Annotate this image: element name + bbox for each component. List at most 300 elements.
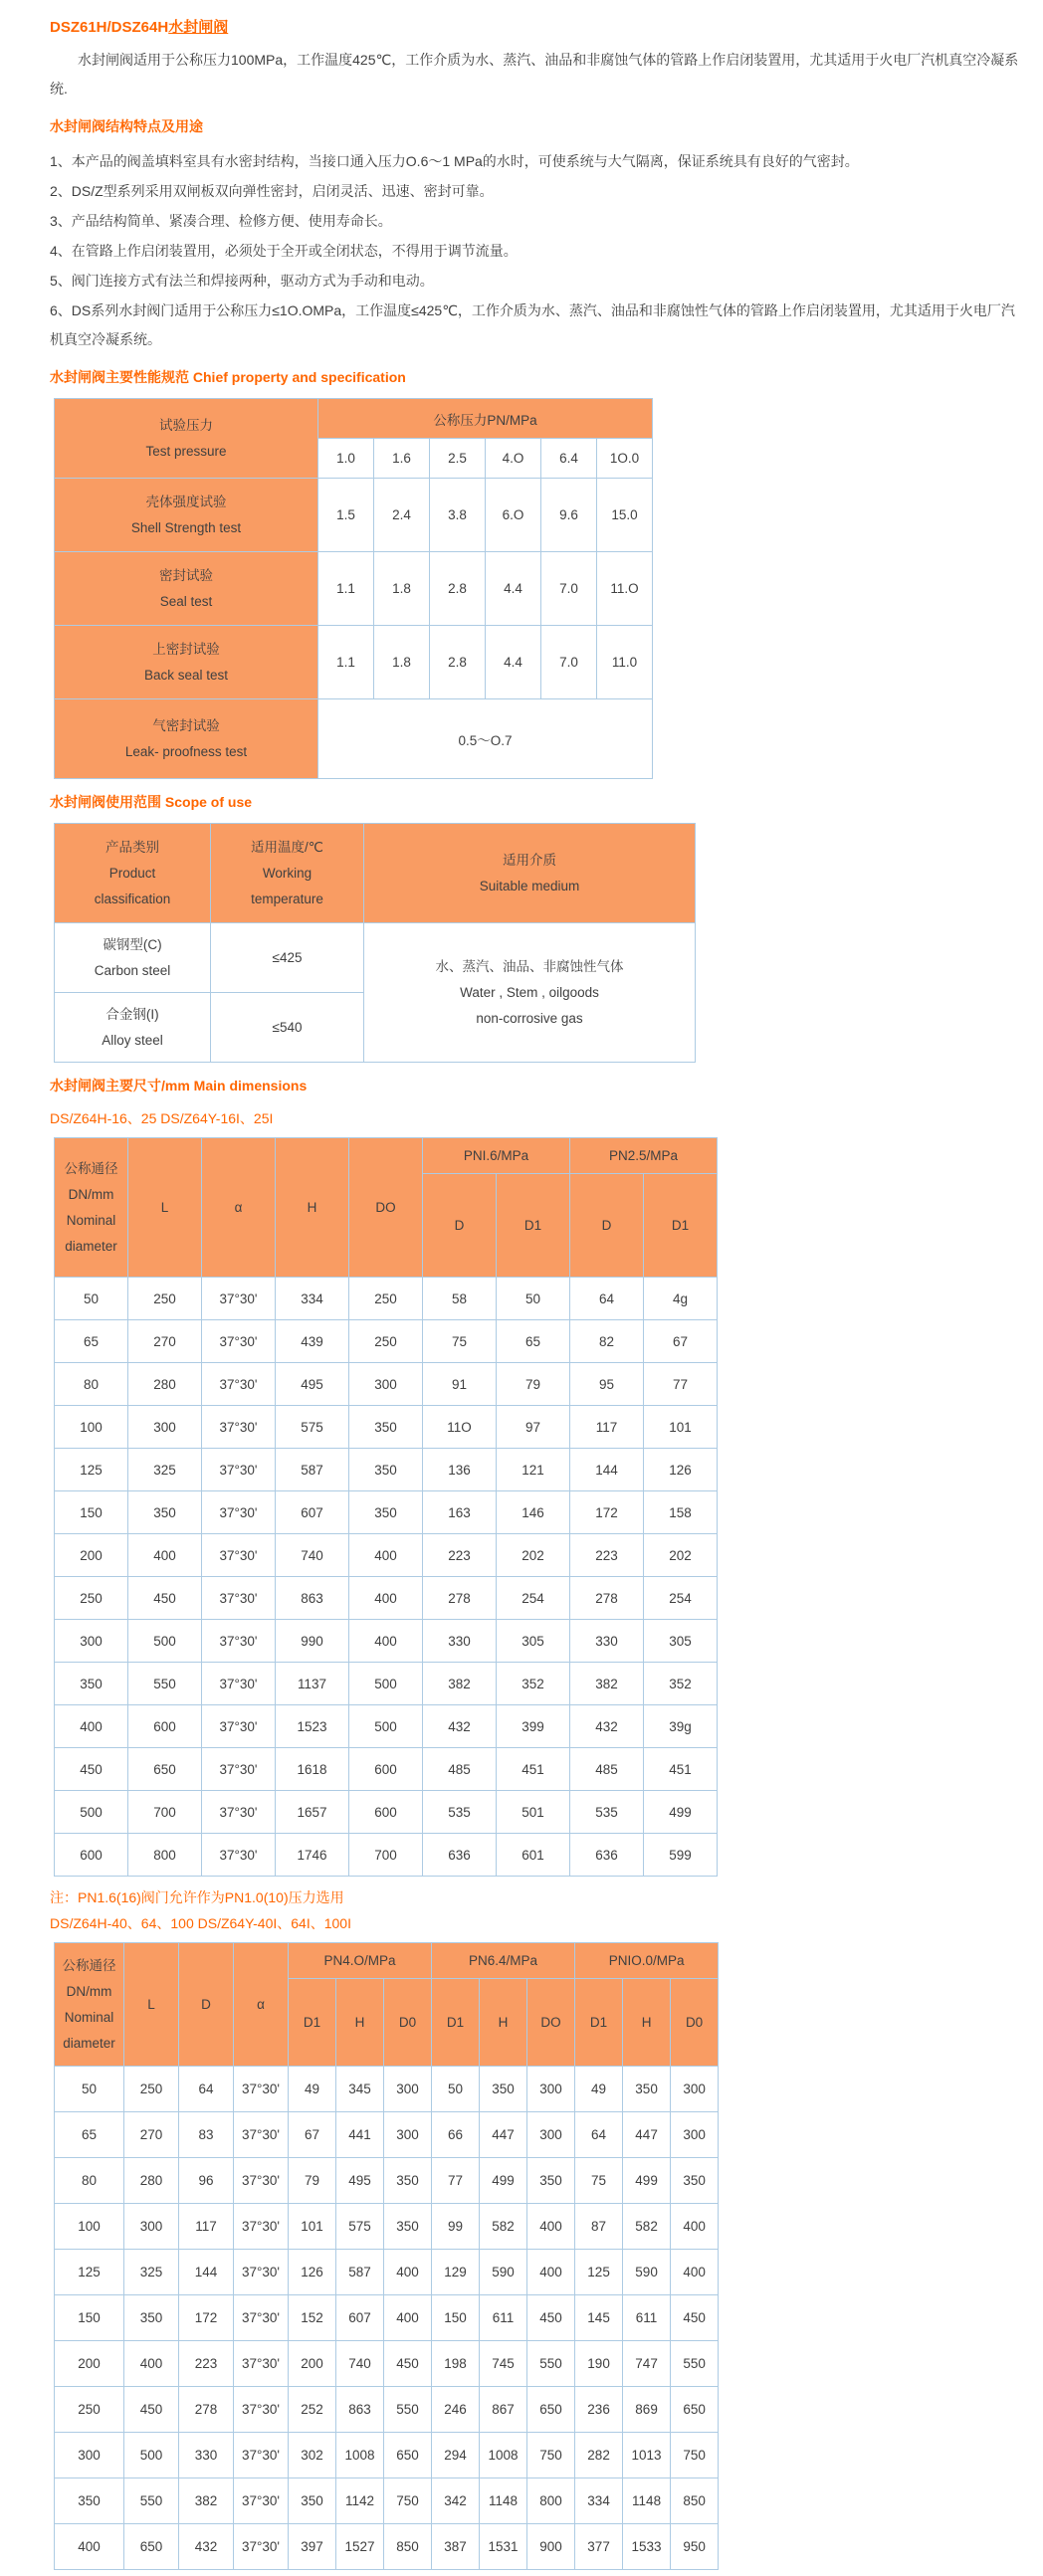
value-cell: 700 (349, 1834, 423, 1877)
value-cell: 37°30' (234, 2295, 289, 2341)
value-cell: 39g (644, 1705, 718, 1748)
value-cell: 447 (623, 2112, 671, 2158)
value-cell: 1008 (336, 2433, 384, 2478)
cell-line: classification (94, 891, 171, 906)
value-cell: 150 (432, 2295, 480, 2341)
cell-line: Working (262, 865, 313, 881)
value-cell: 650 (124, 2524, 179, 2570)
table-row (55, 1620, 718, 1663)
column-header: 公称压力PN/MPa (318, 399, 653, 439)
value-cell: 550 (527, 2341, 575, 2387)
value-cell: 740 (276, 1534, 349, 1577)
value-cell: 302 (289, 2433, 336, 2478)
value-cell: 129 (432, 2250, 480, 2295)
column-header (55, 1943, 124, 2067)
value-cell: 350 (623, 2067, 671, 2112)
value-cell: 7.0 (541, 552, 597, 626)
value-cell: 950 (671, 2524, 719, 2570)
value-cell: 535 (570, 1791, 644, 1834)
value-cell: 97 (497, 1406, 570, 1449)
value-cell: 1008 (480, 2433, 527, 2478)
value-cell: 350 (128, 1491, 202, 1534)
table-row (55, 1663, 718, 1705)
value-cell: 350 (55, 1663, 128, 1705)
value-cell: 121 (497, 1449, 570, 1491)
value-cell: 144 (570, 1449, 644, 1491)
performance-table (54, 398, 653, 779)
value-cell: 451 (497, 1748, 570, 1791)
value-cell: 400 (55, 2524, 124, 2570)
value-cell: 4g (644, 1278, 718, 1320)
value-cell: 75 (423, 1320, 497, 1363)
value-cell: 37°30' (234, 2067, 289, 2112)
scope-table (54, 823, 696, 1063)
value-cell: 500 (349, 1705, 423, 1748)
value-cell: 15.0 (597, 479, 653, 552)
value-cell: 190 (575, 2341, 623, 2387)
value-cell: 1137 (276, 1663, 349, 1705)
value-cell: 83 (179, 2112, 234, 2158)
value-cell: 500 (349, 1663, 423, 1705)
value-cell: 325 (124, 2250, 179, 2295)
value-cell: 400 (124, 2341, 179, 2387)
value-cell: 202 (644, 1534, 718, 1577)
value-cell: 82 (570, 1320, 644, 1363)
value-cell: 451 (644, 1748, 718, 1791)
pressure-group-header: PN2.5/MPa (570, 1138, 718, 1174)
column-header: D1 (289, 1979, 336, 2067)
value-cell: 305 (497, 1620, 570, 1663)
value-cell: 87 (575, 2204, 623, 2250)
value-cell: 270 (128, 1320, 202, 1363)
value-cell: 342 (432, 2478, 480, 2524)
table-row (55, 1705, 718, 1748)
value-cell: 1531 (480, 2524, 527, 2570)
value-cell: 1533 (623, 2524, 671, 2570)
value-cell: 95 (570, 1363, 644, 1406)
column-header: D1 (497, 1174, 570, 1278)
value-cell: 400 (349, 1534, 423, 1577)
column-header: D (423, 1174, 497, 1278)
features-list (50, 147, 1023, 354)
value-cell: 66 (432, 2112, 480, 2158)
value-cell: 37°30' (234, 2387, 289, 2433)
cell-line: Product (108, 865, 156, 881)
value-cell: 750 (384, 2478, 432, 2524)
column-header: D (179, 1943, 234, 2067)
table-row (55, 2112, 719, 2158)
table-row (55, 2250, 719, 2295)
value-cell: 377 (575, 2524, 623, 2570)
value-cell: 37°30' (234, 2204, 289, 2250)
value-cell: 636 (570, 1834, 644, 1877)
value-cell: 37°30' (234, 2524, 289, 2570)
value-cell: 300 (671, 2112, 719, 2158)
table-row (55, 824, 696, 923)
value-cell: 49 (289, 2067, 336, 2112)
dims-table2-subtitle: DS/Z64H-40、64、100 DS/Z64Y-40I、64I、100I (50, 1915, 351, 1931)
value-cell: 1148 (480, 2478, 527, 2524)
value-cell: 79 (497, 1363, 570, 1406)
value-cell: 280 (124, 2158, 179, 2204)
value-cell: 869 (623, 2387, 671, 2433)
value-cell: 1.1 (318, 626, 374, 699)
value-cell: 4.4 (486, 626, 541, 699)
value-cell: 400 (671, 2204, 719, 2250)
value-cell: 450 (527, 2295, 575, 2341)
value-cell: 650 (671, 2387, 719, 2433)
value-cell: 500 (124, 2433, 179, 2478)
value-cell: 441 (336, 2112, 384, 2158)
cell-line: 公称通径 (64, 1160, 118, 1176)
value-cell: 99 (432, 2204, 480, 2250)
value-cell: 450 (124, 2387, 179, 2433)
value-cell: 100 (55, 1406, 128, 1449)
value-cell: 611 (623, 2295, 671, 2341)
column-header: L (124, 1943, 179, 2067)
value-cell: 200 (55, 2341, 124, 2387)
value-cell: 37°30' (234, 2250, 289, 2295)
value-cell: 750 (527, 2433, 575, 2478)
column-header: D (570, 1174, 644, 1278)
value-cell: 1148 (623, 2478, 671, 2524)
value-cell: 49 (575, 2067, 623, 2112)
value-cell: 198 (432, 2341, 480, 2387)
value-cell: 145 (575, 2295, 623, 2341)
value-cell: 37°30' (202, 1449, 276, 1491)
value-cell: 4.O (486, 439, 541, 479)
value-cell: 11O (423, 1406, 497, 1449)
value-cell: 350 (349, 1406, 423, 1449)
value-cell: 2.5 (430, 439, 486, 479)
pressure-group-header: PN6.4/MPa (432, 1943, 575, 1979)
feature-item: 1、本产品的阀盖填料室具有水密封结构，当接口通入压力O.6～1 MPa的水时，可使系统与大气隔离，保证系统具有良好的气密封。 (50, 153, 859, 169)
row-header (55, 479, 318, 552)
table-row (55, 1320, 718, 1363)
pressure-note: 注：PN1.6(16)阀门允许作为PN1.0(10)压力选用 (50, 1889, 344, 1905)
value-cell: 400 (384, 2295, 432, 2341)
value-cell: 6.O (486, 479, 541, 552)
table-row (55, 699, 653, 779)
value-cell: 300 (384, 2112, 432, 2158)
value-cell: 58 (423, 1278, 497, 1320)
value-cell: 450 (55, 1748, 128, 1791)
value-cell: 223 (423, 1534, 497, 1577)
value-cell: 590 (623, 2250, 671, 2295)
value-cell: 382 (179, 2478, 234, 2524)
row-header (55, 626, 318, 699)
value-cell: 0.5～O.7 (318, 699, 653, 779)
feature-item: 4、在管路上作启闭装置用，必须处于全开或全闭状态，不得用于调节流量。 (50, 243, 518, 259)
value-cell: 495 (276, 1363, 349, 1406)
value-cell: 400 (527, 2204, 575, 2250)
value-cell: 200 (289, 2341, 336, 2387)
value-cell: 280 (128, 1363, 202, 1406)
value-cell: 1013 (623, 2433, 671, 2478)
value-cell: 64 (179, 2067, 234, 2112)
value-cell: 305 (644, 1620, 718, 1663)
title-model: DSZ61H/DSZ64H (50, 19, 169, 36)
value-cell: 325 (128, 1449, 202, 1491)
intro-paragraph: 水封闸阀适用于公称压力100MPa，工作温度425℃，工作介质为水、蒸汽、油品和非腐蚀气体的管路上作启闭装置用，尤其适用于火电厂汽机真空冷凝系统. (50, 52, 1019, 97)
value-cell: 352 (644, 1663, 718, 1705)
value-cell: 607 (276, 1491, 349, 1534)
feature-item: 6、DS系列水封阀门适用于公称压力≤1O.OMPa，工作温度≤425℃，工作介质为水、蒸汽、油品和非腐蚀性气体的管路上作启闭装置用，尤其适用于火电厂汽机真空冷凝系统。 (50, 302, 1015, 347)
column-header: DO (349, 1138, 423, 1278)
value-cell: 150 (55, 1491, 128, 1534)
table-row (55, 2341, 719, 2387)
value-cell: 1657 (276, 1791, 349, 1834)
row-header (55, 399, 318, 479)
value-cell: 50 (497, 1278, 570, 1320)
value-cell: 750 (671, 2433, 719, 2478)
value-cell: 37°30' (202, 1663, 276, 1705)
value-cell: 550 (124, 2478, 179, 2524)
value-cell: 37°30' (202, 1705, 276, 1748)
value-cell: 125 (55, 2250, 124, 2295)
temperature-cell: ≤425 (211, 923, 364, 993)
value-cell: 75 (575, 2158, 623, 2204)
value-cell: 740 (336, 2341, 384, 2387)
cell-line: Nominal (64, 2009, 114, 2025)
value-cell: 352 (497, 1663, 570, 1705)
table-row (55, 479, 653, 552)
value-cell: 399 (497, 1705, 570, 1748)
value-cell: 636 (423, 1834, 497, 1877)
value-cell: 300 (349, 1363, 423, 1406)
value-cell: 77 (644, 1363, 718, 1406)
title-product-link[interactable]: 水封闸阀 (168, 19, 229, 36)
column-header (55, 1138, 128, 1278)
table-row (55, 1834, 718, 1877)
value-cell: 550 (384, 2387, 432, 2433)
value-cell: 575 (336, 2204, 384, 2250)
column-header (364, 824, 696, 923)
table-row (55, 1791, 718, 1834)
value-cell: 432 (423, 1705, 497, 1748)
table-row (55, 2433, 719, 2478)
value-cell: 64 (570, 1278, 644, 1320)
column-header: D1 (644, 1174, 718, 1278)
value-cell: 300 (128, 1406, 202, 1449)
value-cell: 400 (128, 1534, 202, 1577)
value-cell: 101 (644, 1406, 718, 1449)
value-cell: 350 (349, 1491, 423, 1534)
column-header: D0 (384, 1979, 432, 2067)
value-cell: 535 (423, 1791, 497, 1834)
value-cell: 37°30' (234, 2158, 289, 2204)
value-cell: 80 (55, 2158, 124, 2204)
value-cell: 200 (55, 1534, 128, 1577)
value-cell: 500 (128, 1620, 202, 1663)
value-cell: 350 (384, 2158, 432, 2204)
value-cell: 1O.0 (597, 439, 653, 479)
value-cell: 37°30' (202, 1620, 276, 1663)
column-header: L (128, 1138, 202, 1278)
value-cell: 2.4 (374, 479, 430, 552)
value-cell: 65 (55, 1320, 128, 1363)
row-header (55, 699, 318, 779)
value-cell: 250 (349, 1320, 423, 1363)
value-cell: 501 (497, 1791, 570, 1834)
value-cell: 223 (179, 2341, 234, 2387)
value-cell: 37°30' (234, 2478, 289, 2524)
column-header: H (336, 1979, 384, 2067)
table-row (55, 2478, 719, 2524)
value-cell: 100 (55, 2204, 124, 2250)
value-cell: 650 (527, 2387, 575, 2433)
performance-heading: 水封闸阀主要性能规范 Chief property and specification (50, 369, 406, 385)
value-cell: 278 (179, 2387, 234, 2433)
column-header (211, 824, 364, 923)
value-cell: 236 (575, 2387, 623, 2433)
value-cell: 172 (570, 1491, 644, 1534)
table-row (55, 1138, 718, 1174)
value-cell: 330 (423, 1620, 497, 1663)
value-cell: 37°30' (234, 2433, 289, 2478)
table-row (55, 2387, 719, 2433)
value-cell: 300 (527, 2067, 575, 2112)
value-cell: 163 (423, 1491, 497, 1534)
value-cell: 611 (480, 2295, 527, 2341)
value-cell: 330 (570, 1620, 644, 1663)
table-row (55, 1748, 718, 1791)
cell-line: Leak- proofness test (124, 743, 248, 759)
value-cell: 50 (55, 2067, 124, 2112)
value-cell: 37°30' (202, 1748, 276, 1791)
table-row (55, 2204, 719, 2250)
value-cell: 37°30' (202, 1278, 276, 1320)
value-cell: 278 (423, 1577, 497, 1620)
value-cell: 397 (289, 2524, 336, 2570)
cell-line: DN/mm (68, 1186, 114, 1202)
value-cell: 144 (179, 2250, 234, 2295)
cell-line: 适用温度/℃ (251, 839, 323, 855)
value-cell: 800 (128, 1834, 202, 1877)
value-cell: 867 (480, 2387, 527, 2433)
value-cell: 300 (55, 1620, 128, 1663)
value-cell: 9.6 (541, 479, 597, 552)
table-row (55, 552, 653, 626)
value-cell: 350 (384, 2204, 432, 2250)
value-cell: 64 (575, 2112, 623, 2158)
cell-line: Back seal test (143, 667, 229, 683)
value-cell: 117 (179, 2204, 234, 2250)
table-row (55, 399, 653, 439)
value-cell: 1142 (336, 2478, 384, 2524)
value-cell: 500 (55, 1791, 128, 1834)
cell-line: Water , Stem , oilgoods (460, 984, 599, 1000)
value-cell: 601 (497, 1834, 570, 1877)
value-cell: 37°30' (202, 1491, 276, 1534)
value-cell: 37°30' (202, 1534, 276, 1577)
value-cell: 330 (179, 2433, 234, 2478)
value-cell: 254 (497, 1577, 570, 1620)
value-cell: 450 (128, 1577, 202, 1620)
feature-item: 2、DS/Z型系列采用双闸板双向弹性密封，启闭灵活、迅速、密封可靠。 (50, 183, 494, 199)
value-cell: 294 (432, 2433, 480, 2478)
value-cell: 600 (349, 1748, 423, 1791)
value-cell: 146 (497, 1491, 570, 1534)
value-cell: 65 (55, 2112, 124, 2158)
value-cell: 1523 (276, 1705, 349, 1748)
value-cell: 1.0 (318, 439, 374, 479)
value-cell: 37°30' (202, 1363, 276, 1406)
value-cell: 11.O (597, 552, 653, 626)
value-cell: 863 (276, 1577, 349, 1620)
value-cell: 600 (128, 1705, 202, 1748)
cell-line: 水、蒸汽、油品、非腐蚀性气体 (435, 958, 624, 974)
value-cell: 125 (575, 2250, 623, 2295)
value-cell: 1.1 (318, 552, 374, 626)
cell-line: 产品类别 (105, 839, 159, 855)
value-cell: 278 (570, 1577, 644, 1620)
value-cell: 582 (623, 2204, 671, 2250)
cell-line: Seal test (159, 593, 213, 609)
value-cell: 250 (124, 2067, 179, 2112)
value-cell: 50 (432, 2067, 480, 2112)
cell-line: 适用介质 (503, 852, 556, 868)
value-cell: 863 (336, 2387, 384, 2433)
value-cell: 67 (289, 2112, 336, 2158)
value-cell: 37°30' (202, 1834, 276, 1877)
cell-line: 公称通径 (62, 1957, 116, 1973)
value-cell: 202 (497, 1534, 570, 1577)
cell-line: 碳钢型(C) (103, 936, 162, 952)
product-cell (55, 993, 211, 1063)
value-cell: 37°30' (202, 1406, 276, 1449)
value-cell: 3.8 (430, 479, 486, 552)
value-cell: 432 (179, 2524, 234, 2570)
page-title (50, 16, 1023, 40)
value-cell: 495 (336, 2158, 384, 2204)
table-row (55, 2524, 719, 2570)
value-cell: 37°30' (202, 1320, 276, 1363)
cell-line: Alloy steel (102, 1032, 163, 1048)
cell-line: DN/mm (66, 1983, 112, 1999)
value-cell: 300 (671, 2067, 719, 2112)
value-cell: 607 (336, 2295, 384, 2341)
value-cell: 850 (671, 2478, 719, 2524)
value-cell: 587 (336, 2250, 384, 2295)
value-cell: 582 (480, 2204, 527, 2250)
table-row (55, 1363, 718, 1406)
value-cell: 80 (55, 1363, 128, 1406)
column-header: α (234, 1943, 289, 2067)
value-cell: 37°30' (202, 1577, 276, 1620)
value-cell: 223 (570, 1534, 644, 1577)
value-cell: 300 (384, 2067, 432, 2112)
value-cell: 350 (124, 2295, 179, 2341)
column-header: D1 (575, 1979, 623, 2067)
value-cell: 499 (480, 2158, 527, 2204)
table-row (55, 923, 696, 993)
column-header: H (623, 1979, 671, 2067)
value-cell: 650 (384, 2433, 432, 2478)
feature-item: 5、阀门连接方式有法兰和焊接两种，驱动方式为手动和电动。 (50, 273, 434, 289)
value-cell: 1527 (336, 2524, 384, 2570)
cell-line: diameter (63, 2035, 115, 2051)
value-cell: 700 (128, 1791, 202, 1834)
column-header: DO (527, 1979, 575, 2067)
dimensions-table-2 (54, 1942, 719, 2570)
value-cell: 590 (480, 2250, 527, 2295)
column-header: α (202, 1138, 276, 1278)
table-row (55, 2295, 719, 2341)
pressure-group-header: PN4.O/MPa (289, 1943, 432, 1979)
pressure-group-header: PNIO.0/MPa (575, 1943, 719, 1979)
value-cell: 400 (527, 2250, 575, 2295)
